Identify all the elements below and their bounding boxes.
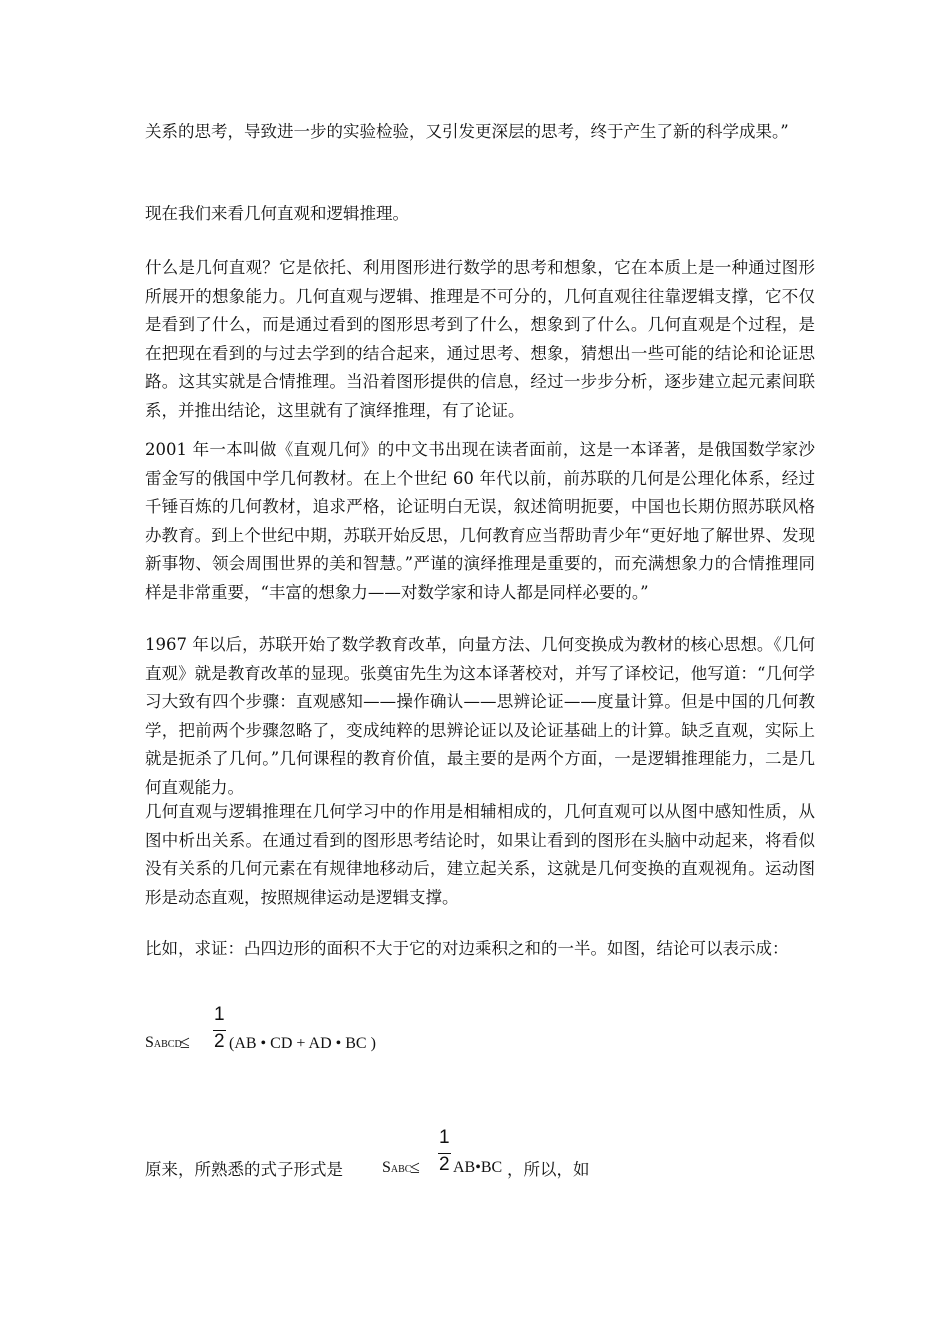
paragraph-6: 几何直观与逻辑推理在几何学习中的作用是相辅相成的，几何直观可以从图中感知性质，从图中析出关系。在通过看到的图形思考结论时，如果让看到的图形在头脑中动起来，将看似没有关系的几何元素在有规律地移动后，建立起关系，这就是几何变换的直观视角。运动图形是动态直观，按照规律运动是逻辑支撑。 — [145, 802, 815, 907]
line2-relation: ≤ — [410, 1157, 420, 1177]
line2-tail: ，所以，如 — [507, 1160, 590, 1179]
line2-fraction-denominator: 2 — [439, 1154, 450, 1175]
fraction-numerator: 1 — [214, 1004, 225, 1025]
paragraph-3: 什么是几何直观？它是依托、利用图形进行数学的思考和想象，它在本质上是一种通过图形所展开的想象能力。几何直观与逻辑、推理是不可分的，几何直观往往靠逻辑支撑，它不仅是看到了什么，而是通过看到的图形思考到了什么，想象到了什么。几何直观是个过程，是在把现在看到的与过去学到的结合起来，通过思考、想象，猜想出一些可能的结论和论证思路。这其实就是合情推理。当沿着图形提供的信息，经过一步步分析，逐步建立起元素间联系，并推出结论，这里就有了演绎推理，有了论证。 — [145, 258, 815, 420]
line2-lead: 原来，所熟悉的式子形式是 — [145, 1160, 343, 1179]
paragraph-5: 1967 年以后，苏联开始了数学教育改革，向量方法、几何变换成为教材的核心思想。《几何直观》就是教育改革的显现。张奠宙先生为这本译著校对，并写了译校记，他写道：“几何学习大致有四个步骤：直观感知——操作确认——思辨论证——度量计算。但是中国的几何教学，把前两个步骤忽略了，变成纯粹的思辨论证以及论证基础上的计算。缺乏直观，实际上就是扼杀了几何。”几何课程的教育价值，最主要的是两个方面，一是逻辑推理能力，二是几何直观能力。 — [145, 635, 815, 797]
paragraph-1: 关系的思考，导致进一步的实验检验，又引发更深层的思考，终于产生了新的科学成果。” — [145, 122, 789, 141]
line2-expression: AB•BC — [453, 1159, 503, 1176]
line2-formula-s: SABC — [382, 1159, 412, 1176]
formula-subscript: ABCD — [153, 1039, 182, 1050]
paragraph-4: 2001 年一本叫做《直观几何》的中文书出现在读者面前，这是一本译著，是俄国数学家沙雷金写的俄国中学几何教材。在上个世纪 60 年代以前，前苏联的几何是公理化体系，经过千锤百炼的几何教材，追求严格，论证明白无误，叙述简明扼要，中国也长期仿照苏联风格办教育。到上个世纪中期，苏联开始反思，几何教育应当帮助青少年“更好地了解世界、发现新事物、领会周围世界的美和智慧。”严谨的演绎推理是重要的，而充满想象力的合情推理同样是非常重要，“丰富的想象力——对数学家和诗人都是同样必要的。” — [145, 440, 815, 602]
paragraph-7: 比如，求证：凸四边形的面积不大于它的对边乘积之和的一半。如图，结论可以表示成： — [145, 939, 789, 958]
formula-expression: (AB • CD + AD • BC ) — [229, 1035, 376, 1052]
paragraph-2: 现在我们来看几何直观和逻辑推理。 — [145, 204, 409, 223]
line2-fraction-numerator: 1 — [439, 1127, 450, 1148]
formula-s: SABCD — [145, 1034, 182, 1051]
fraction-denominator: 2 — [214, 1031, 225, 1052]
line2-subscript: ABC — [390, 1164, 412, 1175]
formula-relation: ≤ — [180, 1032, 190, 1052]
